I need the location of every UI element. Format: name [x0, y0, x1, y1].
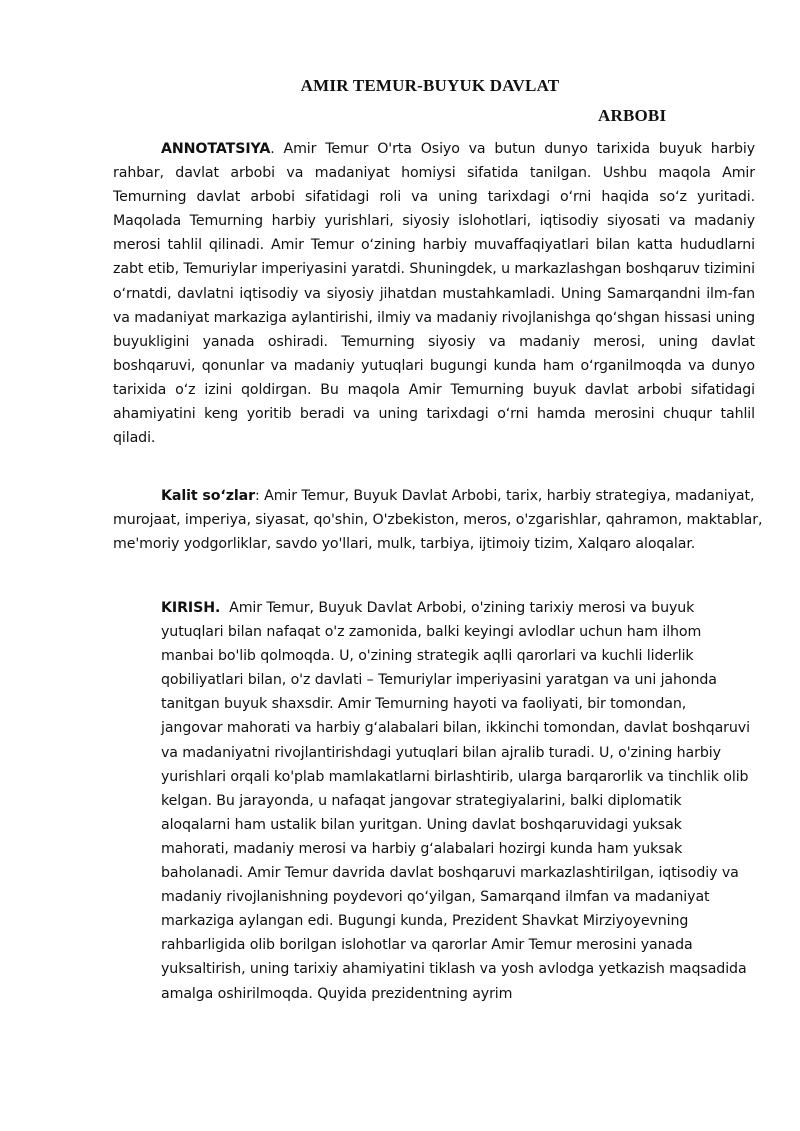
document-title-continued: ARBOBI — [598, 106, 667, 125]
keywords-label: Kalit soʻzlar — [161, 488, 255, 504]
abstract-separator: . — [270, 141, 284, 157]
keywords-paragraph — [113, 484, 763, 556]
abstract-label: ANNOTATSIYA — [161, 141, 271, 157]
keywords-text: Amir Temur, Buyuk Davlat Arbobi, tarix, harbiy strategiya, madaniyat, murojaat, imperiya, siyasat, qo'shin, O'zbekiston, meros, o'zgarishlar, qahramon, maktablar, me'moriy yodgorliklar, savdo yo'llari, mulk, tarbiya, ijtimoiy tizim, Xalqaro aloqalar. — [113, 488, 763, 553]
abstract-text: Amir Temur O'rta Osiyo va butun dunyo tarixida buyuk harbiy rahbar, davlat arbobi va madaniyat homiysi sifatida tanilgan. Ushbu maqola Amir Temurning davlat arbobi sifatidagi roli va uning tarixdagi oʻrni haqida soʻz yuritadi. Maqolada Temurning harbiy yurishlari, siyosiy islohotlari, iqtisodiy siyosati va madaniy merosi tahlil qilinadi. Amir Temur oʻzining harbiy muvaffaqiyatlari bilan katta hududlarni zabt etib, Temuriylar imperiyasini yaratdi. Shuningdek, u markazlashgan boshqaruv tizimini oʻrnatdi, davlatni iqtisodiy va siyosiy jihatdan mustahkamladi. Uning Samarqandni ilm-fan va madaniyat markaziga aylantirishi, ilmiy va madaniy rivojlanishga qoʻshgan hissasi uning buyukligini yanada oshiradi. Temurning siyosiy va madaniy merosi, uning davlat boshqaruvi, qonunlar va madaniy yutuqlari bugungi kunda ham oʻrganilmoqda va dunyo tarixida oʻz izini qoldirgan. Bu maqola Amir Temurning buyuk davlat arbobi sifatidagi ahamiyatini keng yoritib beradi va uning tarixdagi oʻrni hamda merosini chuqur tahlil qiladi. — [113, 141, 755, 447]
introduction-label: KIRISH. — [161, 600, 221, 616]
introduction-paragraph — [161, 596, 751, 1006]
document-title: AMIR TEMUR-BUYUK DAVLAT — [300, 76, 560, 95]
keywords-separator: : — [255, 488, 265, 504]
introduction-separator — [220, 600, 229, 616]
introduction-text: Amir Temur, Buyuk Davlat Arbobi, o'zining tarixiy merosi va buyuk yutuqlari bilan nafaqat o'z zamonida, balki keyingi avlodlar uchun ham ilhom manbai bo'lib qolmoqda. U, o'zining strategik aqlli qarorlari va kuchli liderlik qobiliyatlari bilan, o'z davlati – Temuriylar imperiyasini yaratgan va uni jahonda tanitgan buyuk shaxsdir. Amir Temurning hayoti va faoliyati, bir tomondan, jangovar mahorati va harbiy gʻalabalari bilan, ikkinchi tomondan, davlat boshqaruvi va madaniyatni rivojlantirishdagi yutuqlari bilan ajralib turadi. U, o'zining harbiy yurishlari orqali ko'plab mamlakatlarni birlashtirib, ularga barqarorlik va tinchlik olib kelgan. Bu jarayonda, u nafaqat jangovar strategiyalarini, balki diplomatik aloqalarni ham ustalik bilan yuritgan. Uning davlat boshqaruvidagi yuksak mahorati, madaniy merosi va harbiy gʻalabalari hozirgi kunda ham yuksak baholanadi. Amir Temur davrida davlat boshqaruvi markazlashtirilgan, iqtisodiy va madaniy rivojlanishning poydevori qoʻyilgan, Samarqand ilmfan va madaniyat markaziga aylangan edi. Bugungi kunda, Prezident Shavkat Mirziyoyevning rahbarligida olib borilgan islohotlar va qarorlar Amir Temur merosini yanada yuksaltirish, uning tarixiy ahamiyatini tiklash va yosh avlodga yetkazish maqsadida amalga oshirilmoqda. Quyida prezidentning ayrim — [161, 600, 750, 1002]
abstract-paragraph — [113, 137, 755, 450]
